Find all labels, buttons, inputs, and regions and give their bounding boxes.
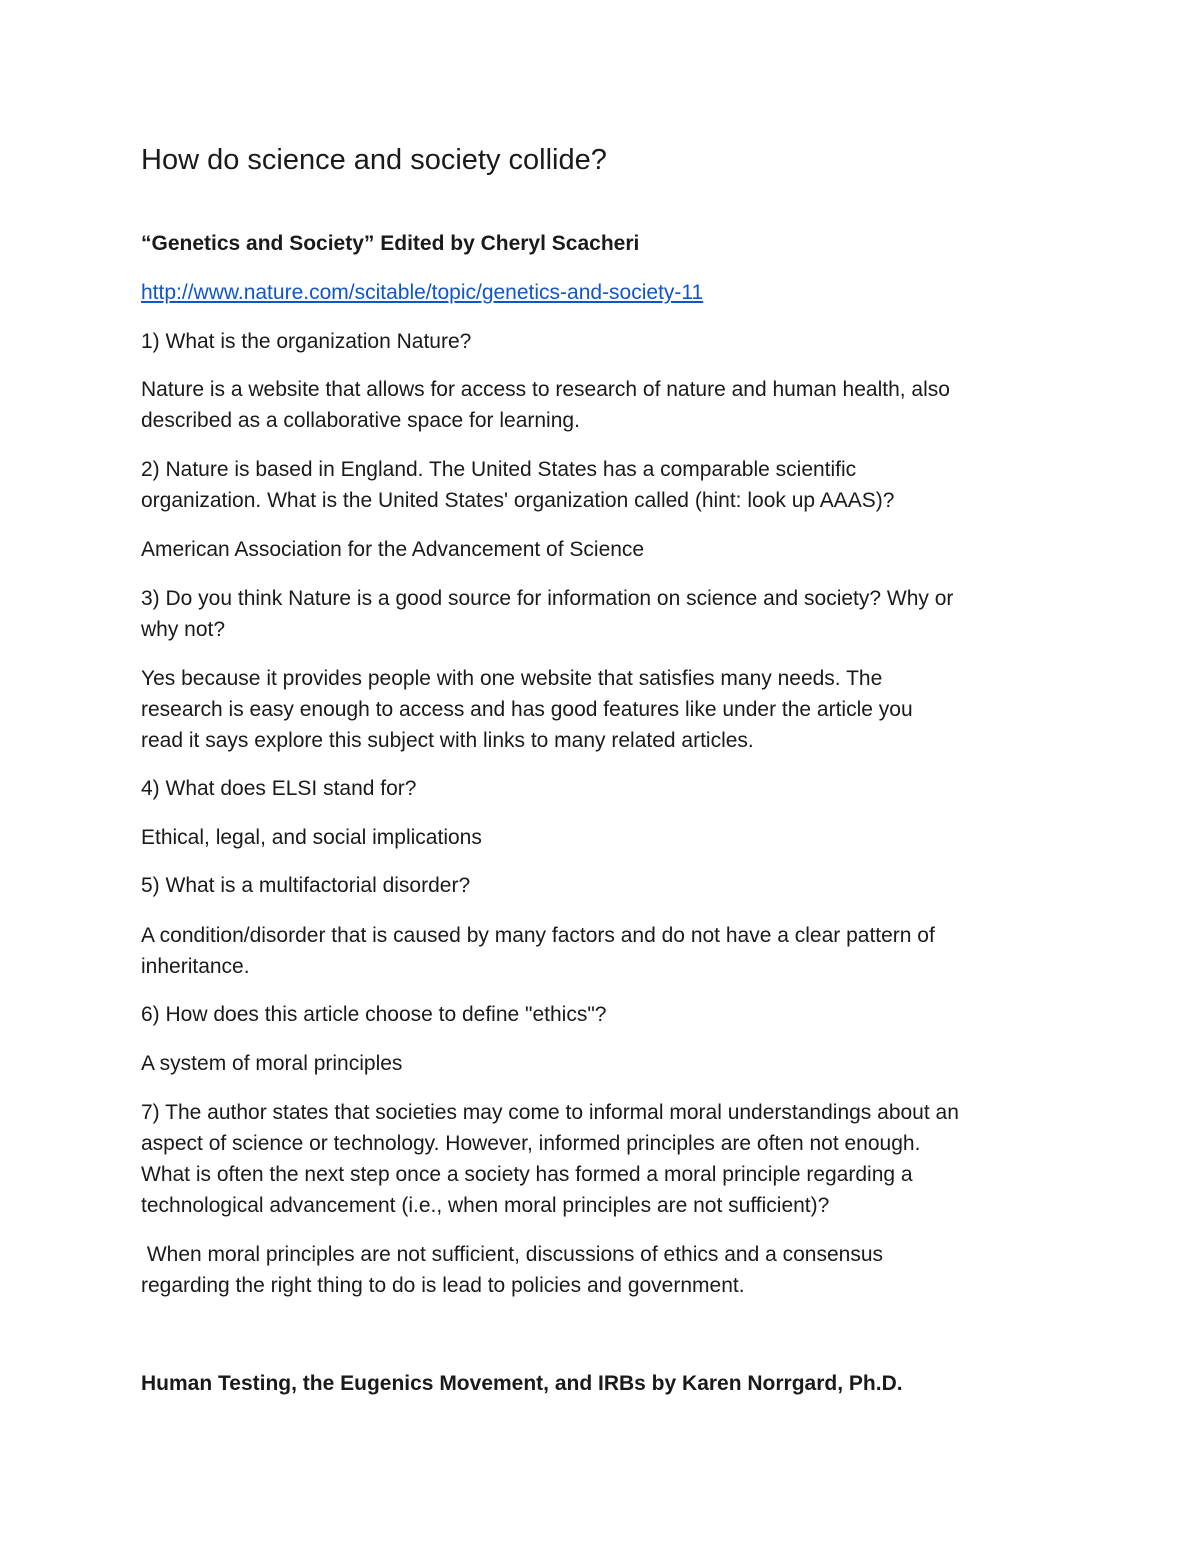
question-2-line-2: organization. What is the United States' organization called (hint: look up AAAS)? [141,489,895,512]
question-4: 4) What does ELSI stand for? [141,777,417,800]
question-5: 5) What is a multifactorial disorder? [141,874,471,897]
page-title: How do science and society collide? [141,144,607,176]
answer-7-line-1: When moral principles are not sufficient, discussions of ethics and a consensus [141,1243,883,1266]
answer-5-line-2: inheritance. [141,955,250,978]
answer-1-line-1: Nature is a website that allows for access to research of nature and human health, also [141,378,950,401]
question-1: 1) What is the organization Nature? [141,330,472,353]
nature-scitable-link[interactable]: http://www.nature.com/scitable/topic/genetics-and-society-11 [141,281,704,304]
answer-3-line-3: read it says explore this subject with links to many related articles. [141,729,754,752]
question-7-line-2: aspect of science or technology. However, informed principles are often not enough. [141,1132,921,1155]
answer-1-line-2: described as a collaborative space for learning. [141,409,580,432]
question-2-line-1: 2) Nature is based in England. The United States has a comparable scientific [141,458,857,481]
answer-7-line-2: regarding the right thing to do is lead to policies and government. [141,1274,745,1297]
question-3-line-2: why not? [141,618,226,641]
answer-3-line-2: research is easy enough to access and has good features like under the article you [141,698,913,721]
answer-4: Ethical, legal, and social implications [141,826,482,849]
answer-5-line-1: A condition/disorder that is caused by many factors and do not have a clear pattern of [141,924,935,947]
question-3-line-1: 3) Do you think Nature is a good source for information on science and society? Why or [141,587,954,610]
question-7-line-4: technological advancement (i.e., when moral principles are not sufficient)? [141,1194,830,1217]
question-7-line-1: 7) The author states that societies may come to informal moral understandings about an [141,1101,959,1124]
answer-2: American Association for the Advancement of Science [141,538,645,561]
answer-3-line-1: Yes because it provides people with one website that satisfies many needs. The [141,667,883,690]
section-heading-human-testing: Human Testing, the Eugenics Movement, and IRBs by Karen Norrgard, Ph.D. [141,1372,903,1395]
question-6: 6) How does this article choose to define "ethics"? [141,1003,607,1026]
question-7-line-3: What is often the next step once a society has formed a moral principle regarding a [141,1163,913,1186]
section-heading-genetics-and-society: “Genetics and Society” Edited by Cheryl Scacheri [141,232,640,255]
answer-6: A system of moral principles [141,1052,403,1075]
